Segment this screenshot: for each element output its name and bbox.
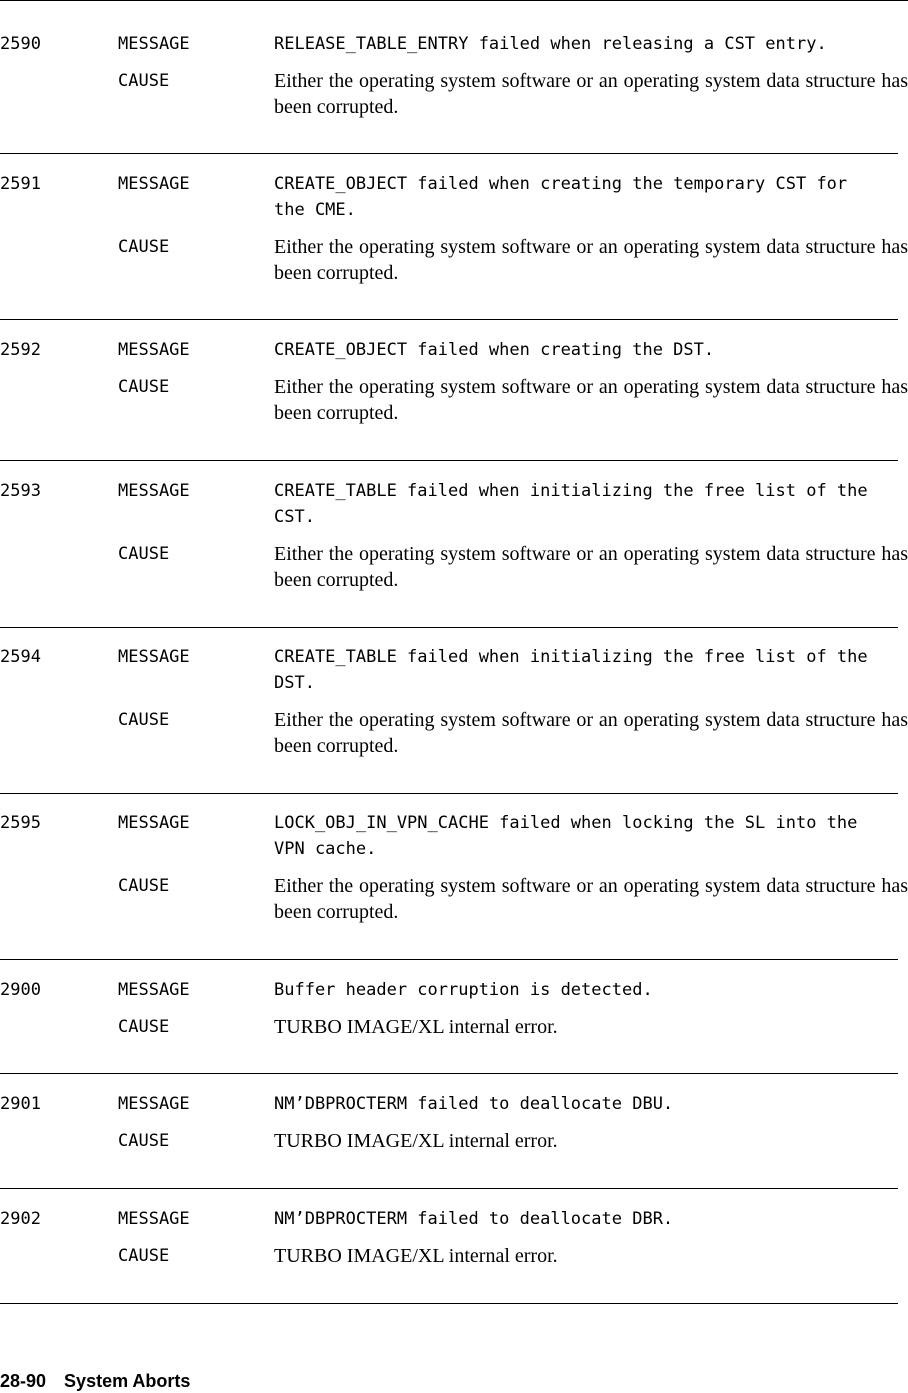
cause-label: CAUSE <box>118 1246 170 1266</box>
cause-label: CAUSE <box>118 544 170 564</box>
divider <box>0 460 898 461</box>
cause-label: CAUSE <box>118 237 170 257</box>
message-text: Buffer header corruption is detected. <box>274 980 653 1000</box>
message-label: MESSAGE <box>118 647 190 667</box>
cause-text: Either the operating system software or an operating system data structure has been corrupted. <box>274 709 908 757</box>
page-number: 28-90 <box>0 1371 47 1391</box>
cause-label: CAUSE <box>118 710 170 730</box>
divider <box>0 153 898 154</box>
error-number: 2901 <box>0 1094 41 1114</box>
cause-text: TURBO IMAGE/XL internal error. <box>274 1245 558 1267</box>
message-label: MESSAGE <box>118 174 190 194</box>
divider <box>0 627 898 628</box>
cause-text: Either the operating system software or an operating system data structure has been corrupted. <box>274 70 908 118</box>
message-label: MESSAGE <box>118 813 190 833</box>
divider <box>0 959 898 960</box>
message-text: CREATE_TABLE failed when initializing the free list of the CST. <box>274 481 868 527</box>
message-text: RELEASE_TABLE_ENTRY failed when releasing a CST entry. <box>274 34 827 54</box>
cause-label: CAUSE <box>118 71 170 91</box>
message-label: MESSAGE <box>118 481 190 501</box>
message-label: MESSAGE <box>118 340 190 360</box>
cause-label: CAUSE <box>118 377 170 397</box>
divider-top <box>0 0 908 1</box>
message-label: MESSAGE <box>118 980 190 1000</box>
cause-text: Either the operating system software or an operating system data structure has been corrupted. <box>274 376 908 424</box>
error-number: 2593 <box>0 481 41 501</box>
error-number: 2594 <box>0 647 41 667</box>
divider <box>0 319 898 320</box>
page-footer <box>0 1369 190 1393</box>
cause-label: CAUSE <box>118 1131 170 1151</box>
cause-text: Either the operating system software or an operating system data structure has been corrupted. <box>274 543 908 591</box>
message-text: CREATE_OBJECT failed when creating the temporary CST for the CME. <box>274 174 848 220</box>
error-number: 2595 <box>0 813 41 833</box>
message-text: CREATE_OBJECT failed when creating the DST. <box>274 340 715 360</box>
cause-label: CAUSE <box>118 876 170 896</box>
error-number: 2900 <box>0 980 41 1000</box>
message-label: MESSAGE <box>118 1094 190 1114</box>
divider <box>0 793 898 794</box>
cause-label: CAUSE <box>118 1017 170 1037</box>
error-number: 2902 <box>0 1209 41 1229</box>
cause-text: Either the operating system software or an operating system data structure has been corrupted. <box>274 236 908 284</box>
message-text: NM’DBPROCTERM failed to deallocate DBR. <box>274 1209 674 1229</box>
cause-text: TURBO IMAGE/XL internal error. <box>274 1130 558 1152</box>
error-number: 2591 <box>0 174 41 194</box>
message-text: NM’DBPROCTERM failed to deallocate DBU. <box>274 1094 674 1114</box>
divider <box>0 1073 898 1074</box>
message-text: LOCK_OBJ_IN_VPN_CACHE failed when locking the SL into the VPN cache. <box>274 813 858 859</box>
message-text: CREATE_TABLE failed when initializing the free list of the DST. <box>274 647 868 693</box>
message-label: MESSAGE <box>118 1209 190 1229</box>
divider-bottom <box>0 1303 898 1304</box>
message-label: MESSAGE <box>118 34 190 54</box>
cause-text: TURBO IMAGE/XL internal error. <box>274 1016 558 1038</box>
error-number: 2592 <box>0 340 41 360</box>
divider <box>0 1188 898 1189</box>
error-number: 2590 <box>0 34 41 54</box>
section-title: System Aborts <box>64 1371 191 1391</box>
cause-text: Either the operating system software or an operating system data structure has been corrupted. <box>274 875 908 923</box>
